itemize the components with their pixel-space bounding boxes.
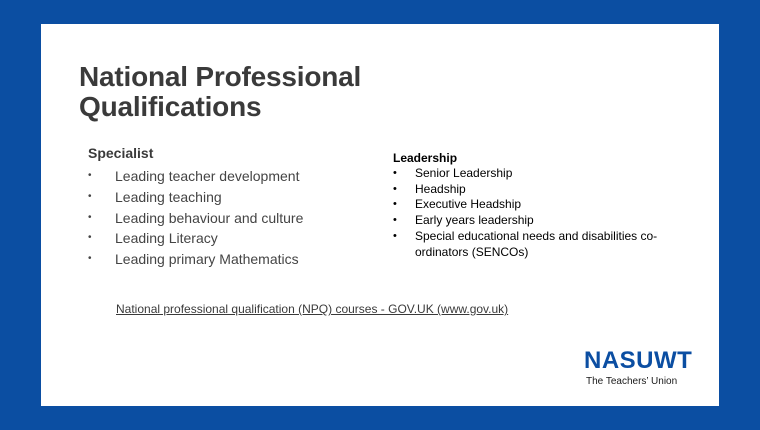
list-item: • Leading teacher development [88,166,378,187]
list-item: • Headship [393,182,693,198]
nasuwt-logo [584,348,709,388]
list-item: • Executive Headship [393,197,693,213]
leadership-list [393,166,693,260]
leadership-section [393,151,693,260]
list-item: • Early years leadership [393,213,693,229]
page-title [79,62,361,122]
list-item: • Leading primary Mathematics [88,249,378,270]
specialist-list [88,166,378,270]
list-item: • Leading teaching [88,187,378,208]
list-item: • Special educational needs and disabilities co-ordinators (SENCOs) [393,229,693,260]
logo-tagline: The Teachers’ Union [586,376,678,387]
list-item: • Leading behaviour and culture [88,208,378,229]
slide [41,24,719,406]
title-line-2: Qualifications [79,91,262,122]
logo-name: NASUWT [584,347,693,374]
list-item: • Leading Literacy [88,228,378,249]
list-item: • Senior Leadership [393,166,693,182]
specialist-section [88,144,378,270]
specialist-heading: Specialist [88,145,154,161]
leadership-heading: Leadership [393,151,458,165]
title-line-1: National Professional [79,61,362,92]
npq-courses-link[interactable]: National professional qualification (NPQ) courses - GOV.UK (www.gov.uk) [116,302,509,316]
